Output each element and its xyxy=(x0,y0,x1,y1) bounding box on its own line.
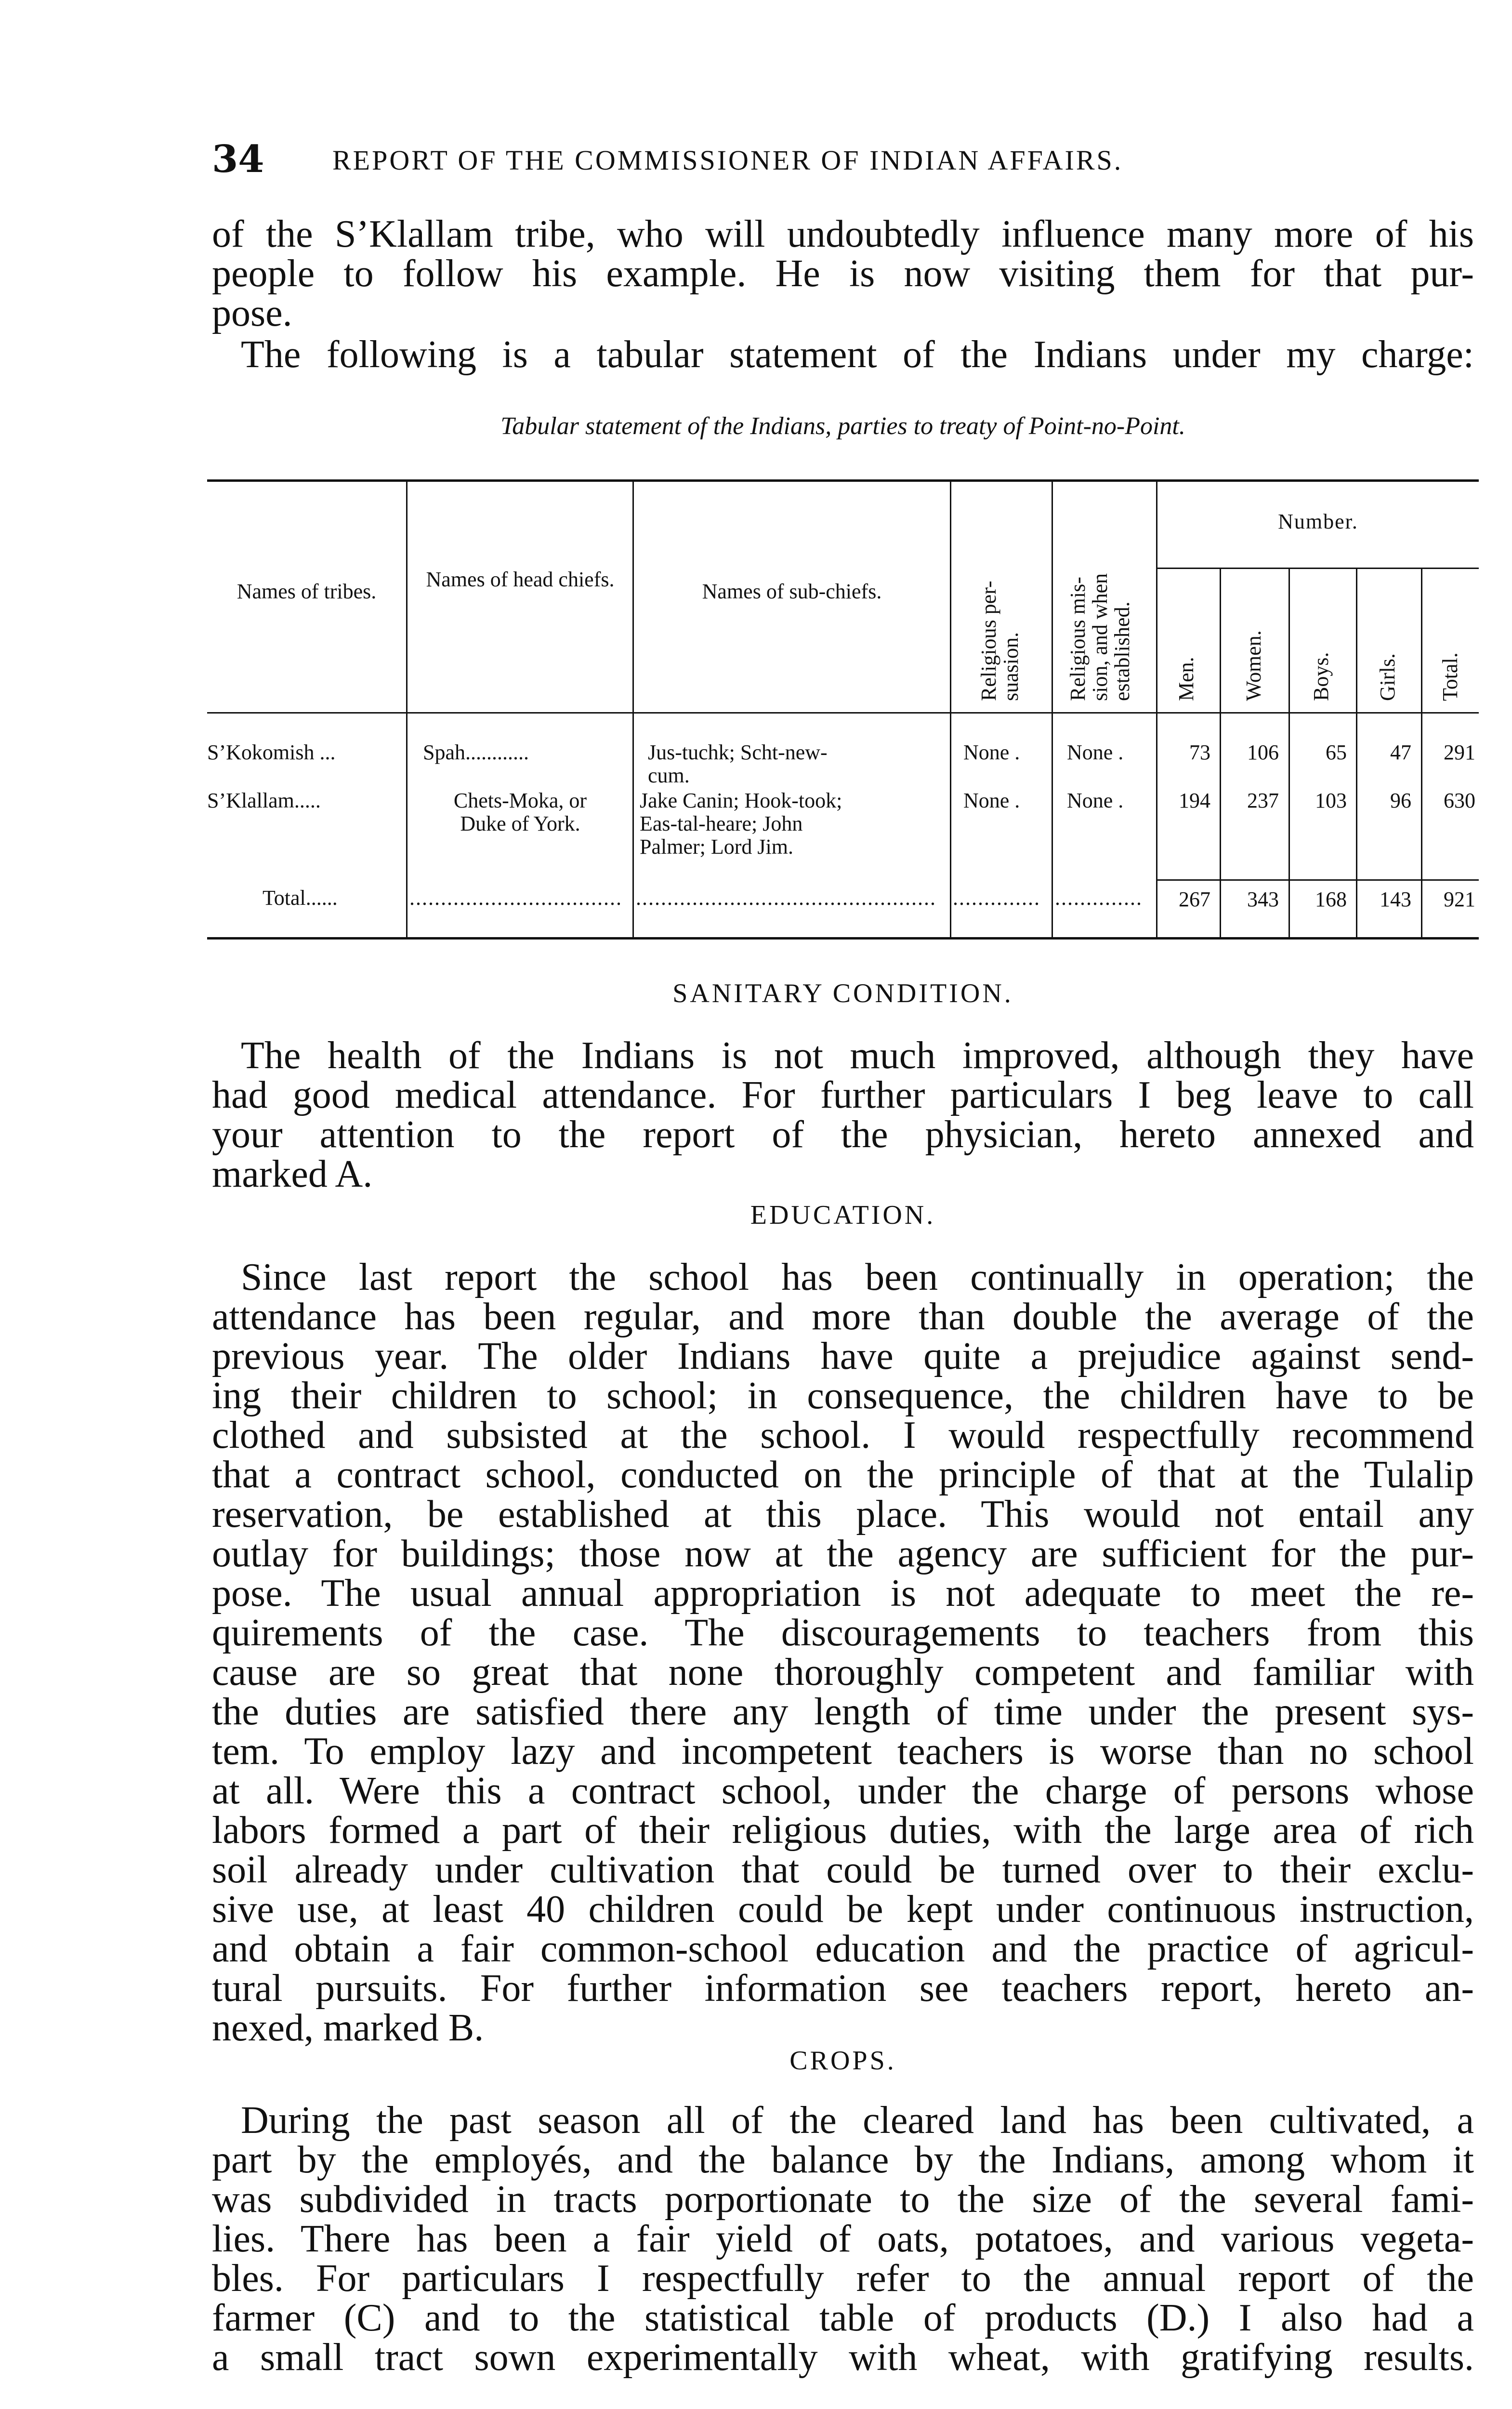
crops-heading: CROPS. xyxy=(789,2046,896,2076)
sanitary-heading: SANITARY CONDITION. xyxy=(672,979,1013,1008)
text-line: attendance has been regular, and more than double the average of the xyxy=(212,1296,1474,1338)
table-cell-mission: None . xyxy=(1067,789,1124,812)
header-tribes: Names of tribes. xyxy=(237,580,377,603)
table-cell-tribe: S’Kokomish ... xyxy=(207,741,336,764)
text-line: soil already under cultivation that could be turned over to their exclu- xyxy=(212,1849,1474,1891)
header-head-chiefs: Names of head chiefs. xyxy=(426,568,615,591)
table-cell-girls: 47 xyxy=(1390,741,1411,764)
text-line: previous year. The older Indians have quite a prejudice against send- xyxy=(212,1335,1474,1377)
education-paragraph xyxy=(212,1257,1474,2048)
text-line: reservation, be established at this place. This would not entail any xyxy=(212,1493,1474,1535)
page-number: 34 xyxy=(212,137,264,181)
table-cell-boys: 103 xyxy=(1315,789,1347,812)
table-bottom-rule xyxy=(207,937,1479,940)
text-line: The following is a tabular statement of the Indians under my charge: xyxy=(241,333,1474,376)
column-rule xyxy=(1156,481,1157,938)
header-girls: Girls. xyxy=(1376,653,1399,701)
table-cell-sub-chiefs: Jake Canin; Hook-took; Eas-tal-heare; John Palmer; Lord Jim. xyxy=(640,789,842,859)
header-boys: Boys. xyxy=(1309,652,1333,701)
text-line: pose. xyxy=(212,292,292,334)
text-line: of the S’Klallam tribe, who will undoubtedly influence many more of his xyxy=(212,213,1474,255)
text-line: that a contract school, conducted on the principle of that at the Tulalip xyxy=(212,1454,1474,1496)
column-rule xyxy=(950,481,951,938)
table-total-boys: 168 xyxy=(1315,887,1347,911)
table-cell-women: 237 xyxy=(1247,789,1279,812)
text-line: outlay for buildings; those now at the agency are sufficient for the pur- xyxy=(212,1533,1474,1575)
text-line: bles. For particulars I respectfully refer to the annual report of the xyxy=(212,2257,1474,2300)
text-line: pose. The usual annual appropriation is not adequate to meet the re- xyxy=(212,1572,1474,1615)
table-cell-total: 630 xyxy=(1444,789,1475,812)
text-line: During the past season all of the cleared land has been cultivated, a xyxy=(241,2099,1474,2142)
header-number: Number. xyxy=(1278,510,1358,533)
column-rule xyxy=(406,481,408,938)
text-line: your attention to the report of the physician, hereto annexed and xyxy=(212,1113,1474,1156)
text-line: had good medical attendance. For further particulars I beg leave to call xyxy=(212,1074,1474,1116)
table-dot-leader: .................................. xyxy=(409,887,622,910)
text-line: and obtain a fair common-school education and the practice of agricul- xyxy=(212,1928,1474,1970)
table-total-girls: 143 xyxy=(1380,887,1411,911)
text-line: labors formed a part of their religious duties, with the large area of rich xyxy=(212,1809,1474,1852)
table-cell-head-chief: Chets-Moka, or Duke of York. xyxy=(453,789,587,835)
text-line: sive use, at least 40 children could be kept under continuous instruction, xyxy=(212,1888,1474,1931)
text-line: a small tract sown experimentally with wheat, with gratifying results. xyxy=(212,2336,1474,2379)
header-men: Men. xyxy=(1174,657,1198,701)
text-line: ing their children to school; in consequence, the children have to be xyxy=(212,1375,1474,1417)
text-line: nexed, marked B. xyxy=(212,2007,484,2049)
text-line: marked A. xyxy=(212,1153,373,1195)
header-women: Women. xyxy=(1242,630,1265,701)
text-line: was subdivided in tracts porportionate to the size of the several fami- xyxy=(212,2178,1474,2221)
table-cell-persuasion: None . xyxy=(963,741,1020,764)
table-cell-mission: None . xyxy=(1067,741,1124,764)
table-cell-persuasion: None . xyxy=(963,789,1020,812)
table-dot-leader: ................................................ xyxy=(636,887,936,910)
table-cell-men: 73 xyxy=(1189,741,1210,764)
text-line: lies. There has been a fair yield of oats, potatoes, and various vegeta- xyxy=(212,2218,1474,2260)
table-cell-girls: 96 xyxy=(1390,789,1411,812)
text-line: Since last report the school has been continually in operation; the xyxy=(241,1256,1474,1298)
table-total-label: Total...... xyxy=(263,886,338,910)
table-dot-leader: .............. xyxy=(1055,887,1143,910)
table-cell-head-chief: Spah............ xyxy=(423,741,529,764)
table-cell-men: 194 xyxy=(1179,789,1210,812)
header-total: Total. xyxy=(1438,652,1462,701)
header-religious-mission: Religious mis- sion, and when established. xyxy=(1066,573,1134,701)
column-rule xyxy=(1052,481,1053,938)
sanitary-paragraph xyxy=(212,1036,1474,1194)
text-line: farmer (C) and to the statistical table of products (D.) I also had a xyxy=(212,2297,1474,2339)
column-rule xyxy=(632,481,634,938)
text-line: people to follow his example. He is now visiting them for that pur- xyxy=(212,252,1474,295)
number-header-rule xyxy=(1156,568,1479,569)
table-caption: Tabular statement of the Indians, parties to treaty of Point-no-Point. xyxy=(500,412,1185,440)
table-dot-leader: .............. xyxy=(953,887,1040,910)
text-line: The health of the Indians is not much improved, although they have xyxy=(241,1034,1474,1077)
table-top-rule xyxy=(207,479,1479,482)
table-total-women: 343 xyxy=(1247,887,1279,911)
table-total-total: 921 xyxy=(1444,887,1475,911)
header-religious-persuasion: Religious per- suasion. xyxy=(977,581,1023,701)
education-heading: EDUCATION. xyxy=(750,1200,936,1230)
text-line: cause are so great that none thoroughly competent and familiar with xyxy=(212,1651,1474,1694)
text-line: at all. Were this a contract school, under the charge of persons whose xyxy=(212,1770,1474,1812)
table-total-men: 267 xyxy=(1179,887,1210,911)
table-cell-sub-chiefs: Jus-tuchk; Scht-new- cum. xyxy=(648,741,828,787)
text-line: the duties are satisfied there any length of time under the present sys- xyxy=(212,1691,1474,1733)
header-bottom-rule xyxy=(207,712,1479,714)
text-line: part by the employés, and the balance by the Indians, among whom it xyxy=(212,2139,1474,2181)
total-row-rule xyxy=(1156,879,1479,881)
text-line: clothed and subsisted at the school. I would respectfully recommend xyxy=(212,1414,1474,1456)
table-cell-total: 291 xyxy=(1444,741,1475,764)
header-sub-chiefs: Names of sub-chiefs. xyxy=(702,580,882,603)
text-line: tem. To employ lazy and incompetent teachers is worse than no school xyxy=(212,1730,1474,1773)
table-cell-women: 106 xyxy=(1247,741,1279,764)
text-line: tural pursuits. For further information see teachers report, hereto an- xyxy=(212,1967,1474,2010)
running-title: REPORT OF THE COMMISSIONER OF INDIAN AFFAIRS. xyxy=(332,145,1123,176)
table-cell-boys: 65 xyxy=(1326,741,1347,764)
text-line: quirements of the case. The discouragements to teachers from this xyxy=(212,1612,1474,1654)
population-table xyxy=(0,0,1512,964)
crops-paragraph xyxy=(212,2101,1474,2377)
table-cell-tribe: S’Klallam..... xyxy=(207,789,321,812)
